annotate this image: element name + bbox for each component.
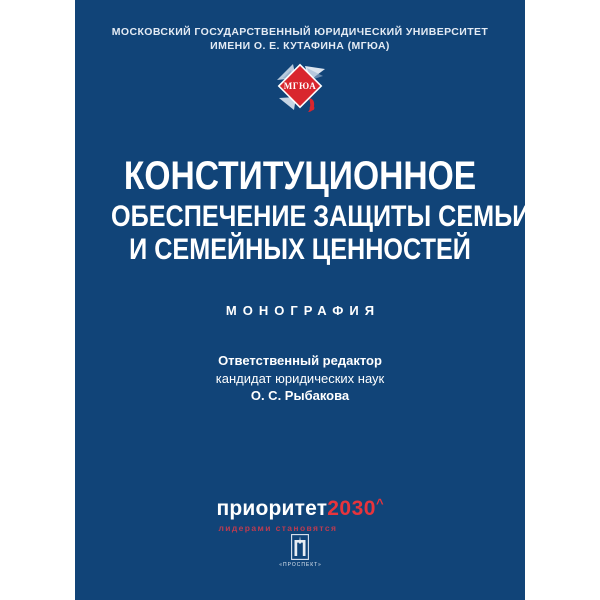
mgua-emblem-logo	[269, 56, 331, 118]
university-line2: ИМЕНИ О. Е. КУТАФИНА (МГЮА)	[210, 39, 390, 52]
title-line2: ОБЕСПЕЧЕНИЕ ЗАЩИТЫ СЕМЬИ	[111, 200, 531, 233]
publisher-block	[75, 534, 525, 568]
editor-block	[75, 352, 525, 405]
priority-2030-logo	[75, 496, 525, 536]
editor-name: О. С. Рыбакова	[250, 388, 350, 403]
university-header	[75, 26, 525, 53]
editor-degree: кандидат юридических наук	[215, 370, 385, 386]
book-cover	[75, 0, 531, 600]
priority-caret-icon: ^	[375, 496, 384, 511]
svg-text:МГЮА: МГЮА	[283, 81, 317, 91]
subtitle-monograph: МОНОГРАФИЯ	[225, 303, 381, 318]
university-line1: МОСКОВСКИЙ ГОСУДАРСТВЕННЫЙ ЮРИДИЧЕСКИЙ УНИВЕРСИТЕТ	[111, 26, 489, 38]
prospekt-logo-icon	[291, 534, 309, 560]
editor-role: Ответственный редактор	[218, 353, 382, 368]
priority-tagline: лидерами становятся	[218, 523, 338, 533]
priority-wordmark-line	[216, 496, 383, 521]
title-line1: КОНСТИТУЦИОННОЕ	[123, 154, 477, 198]
publisher-name: «ПРОСПЕКТ»	[279, 562, 322, 568]
title-line3: И СЕМЕЙНЫХ ЦЕННОСТЕЙ	[129, 233, 471, 266]
book-title	[75, 154, 531, 266]
priority-2030-wordmark	[216, 496, 383, 533]
mgua-emblem-icon	[269, 56, 331, 118]
priority-word: приоритет	[216, 497, 328, 520]
priority-year: 2030	[327, 497, 376, 520]
